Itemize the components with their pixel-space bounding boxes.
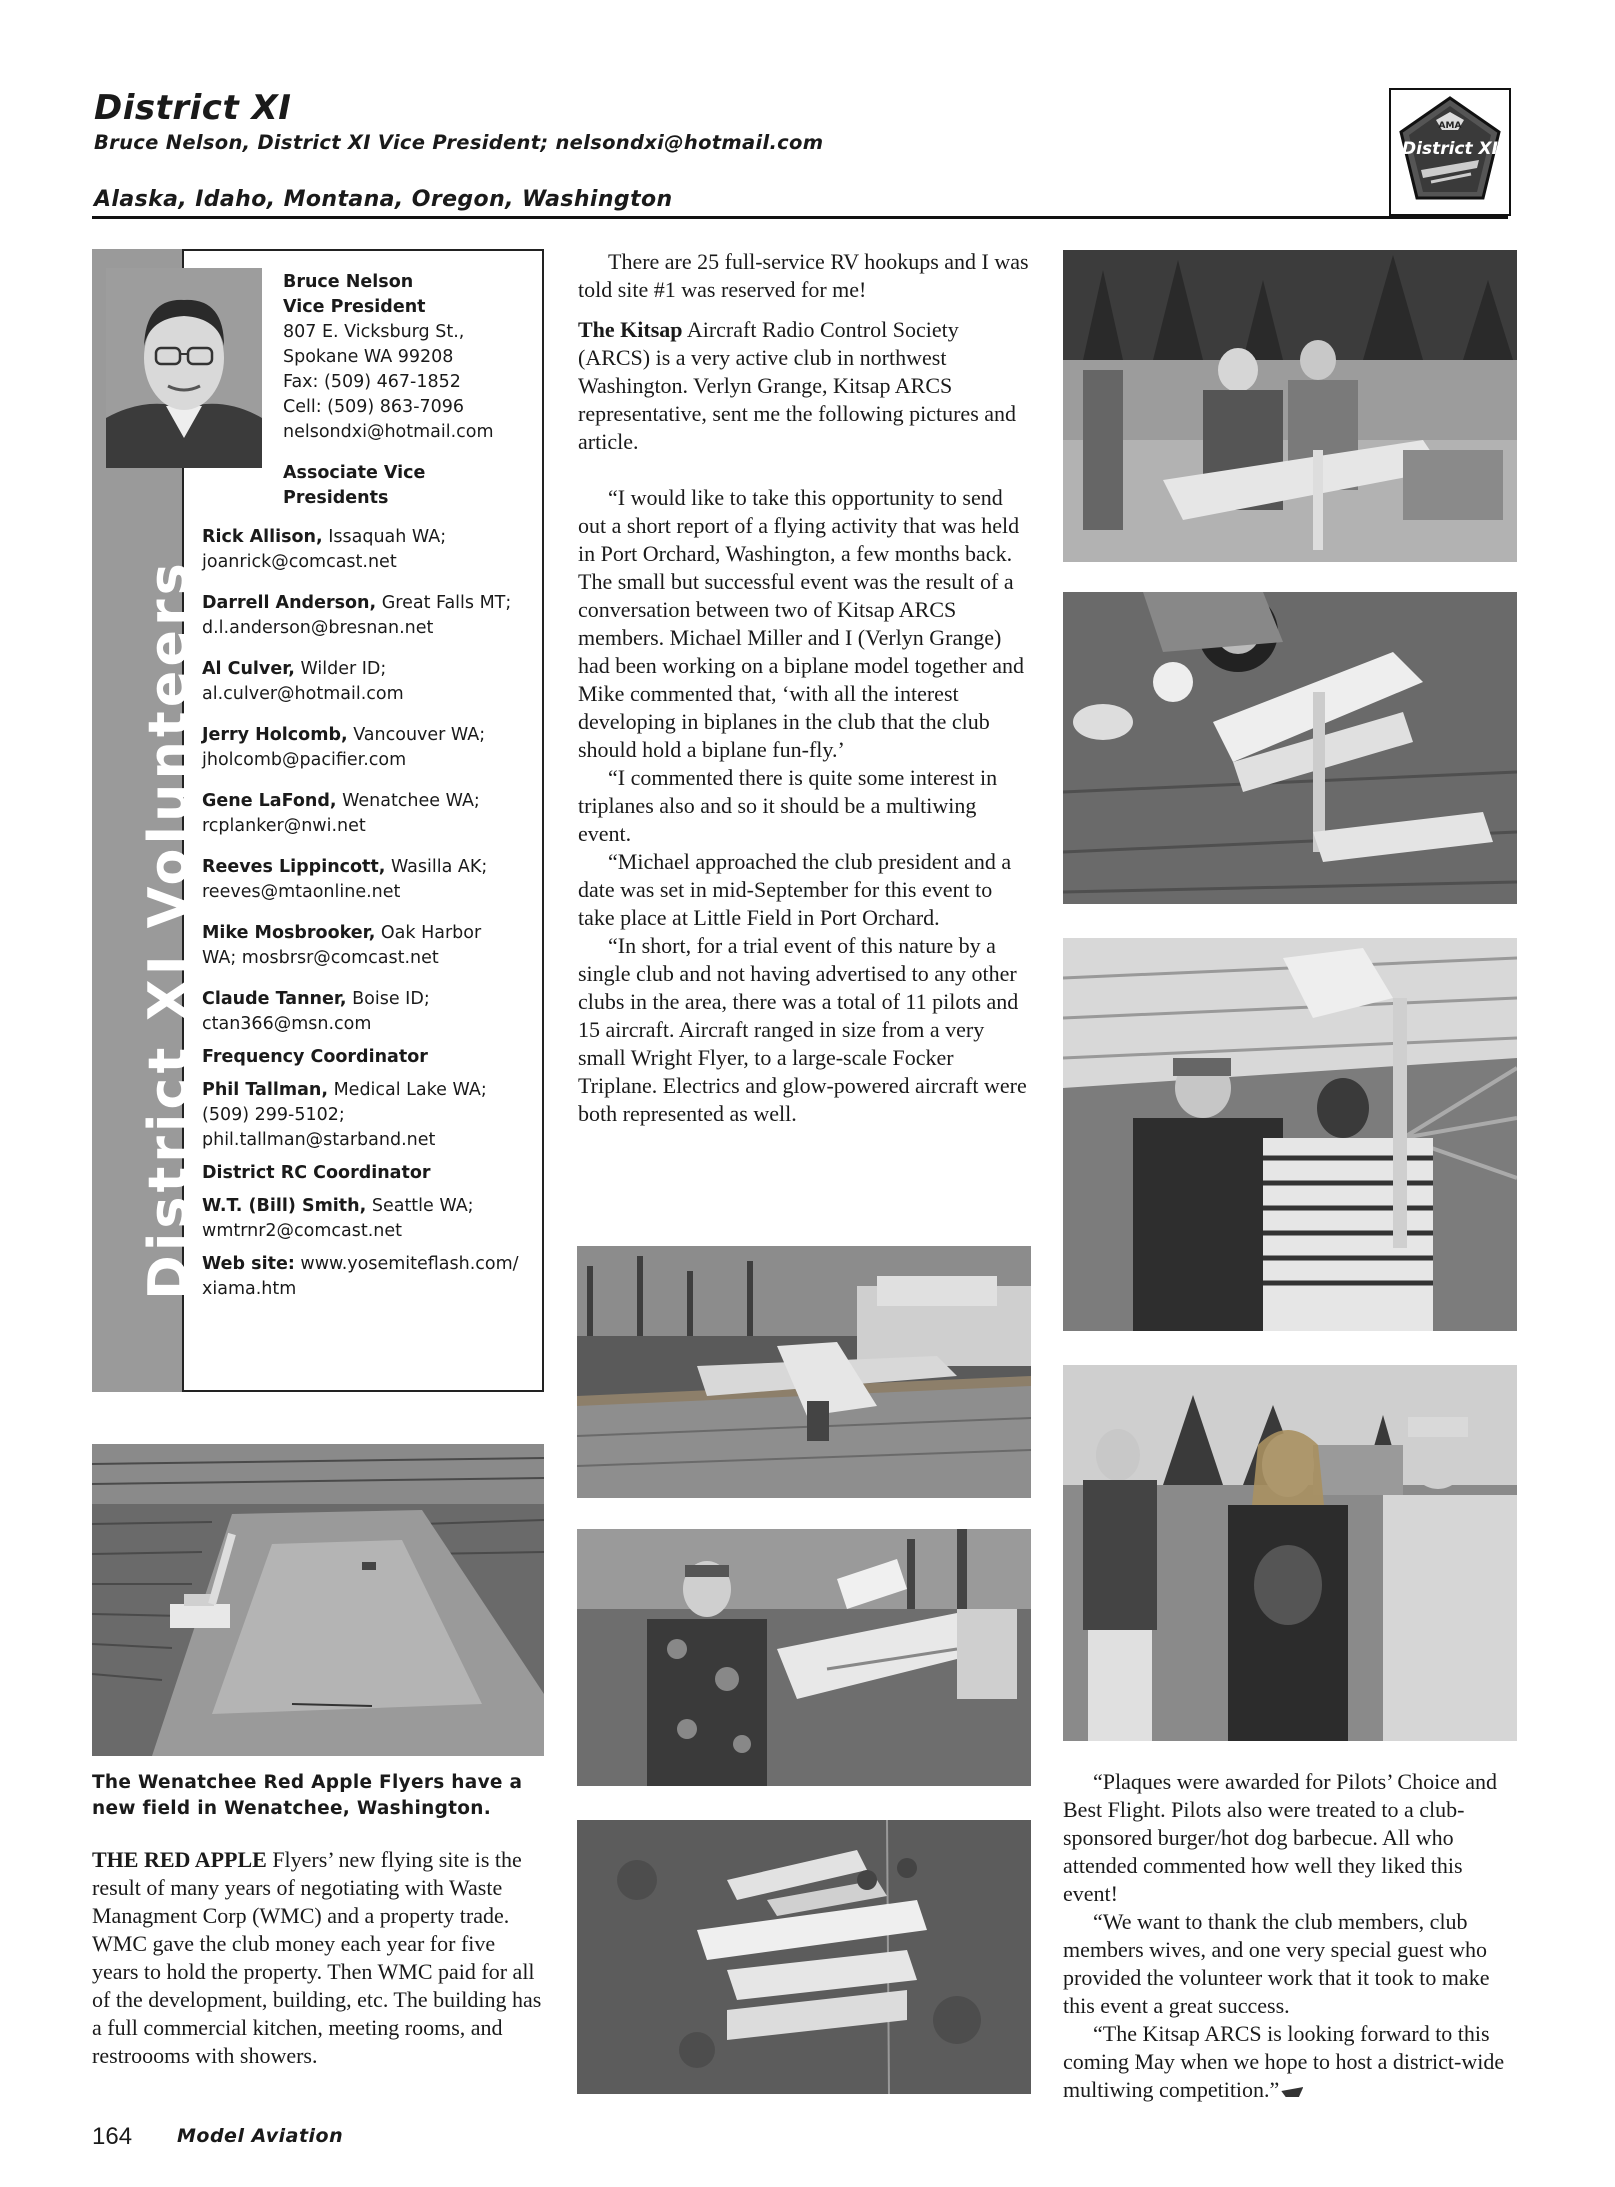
web-site-link[interactable]: www.yosemiteflash.com/ bbox=[294, 1254, 519, 1274]
header-divider bbox=[92, 216, 1508, 219]
kitsap-lead: The Kitsap bbox=[578, 317, 683, 342]
report-paragraph: “I would like to take this opportunity to send out a short report of a flying activity that was held in Port Orchard, Washington, a few months back. The small but successful event was the result of a conversation between two of Kitsap ARCS members. Michael Miller and I (Verlyn Grange) had been working on a biplane model together and Mike commented that, ‘with all the interest developing in biplanes in the club that the club should hold a biplane fun-fly.’ bbox=[578, 485, 1024, 762]
volunteer-email: reeves@mtaonline.net bbox=[202, 882, 401, 902]
district-logo bbox=[1389, 88, 1511, 216]
web-site-label: Web site: bbox=[202, 1254, 295, 1274]
red-apple-text: Flyers’ new flying site is the result of many years of negotiating with Waste Managment Corp (WMC) and a property trade. WMC gave the club money each year for five years to hold the property. Then WMC paid for all of the development, building, etc. The building has a full commercial kitchen, meeting rooms, and restroooms with showers. bbox=[92, 1847, 542, 2068]
district-states: Alaska, Idaho, Montana, Oregon, Washington bbox=[94, 187, 673, 212]
vice-president-contact bbox=[283, 270, 494, 511]
volunteer-location: Great Falls MT; bbox=[376, 593, 512, 613]
aerial-field-photo bbox=[92, 1444, 544, 1756]
vp-fax: Fax: (509) 467-1852 bbox=[283, 372, 461, 392]
sidebar-vertical-title: District XI Volunteers bbox=[137, 559, 200, 1300]
volunteer-email: wmtrnr2@comcast.net bbox=[202, 1221, 403, 1241]
volunteer-entry bbox=[202, 855, 537, 905]
volunteer-email: d.l.anderson@bresnan.net bbox=[202, 618, 434, 638]
page-number: 164 bbox=[92, 2123, 133, 2150]
volunteer-name: Jerry Holcomb, bbox=[202, 725, 348, 745]
volunteer-location: Boise ID; bbox=[346, 989, 430, 1009]
vp-title: Vice President bbox=[283, 297, 426, 317]
vp-email: nelsondxi@hotmail.com bbox=[283, 422, 494, 442]
volunteer-entry bbox=[202, 723, 537, 773]
volunteer-location: Seattle WA; bbox=[366, 1196, 474, 1216]
photo-caption: The Wenatchee Red Apple Flyers have a new field in Wenatchee, Washington. bbox=[92, 1772, 523, 1819]
volunteer-location: Vancouver WA; bbox=[347, 725, 486, 745]
end-mark-icon bbox=[1281, 2087, 1303, 2097]
logo-district-text: District XI bbox=[1402, 139, 1498, 159]
tent-gathering-photo bbox=[1063, 938, 1517, 1331]
volunteer-entry bbox=[202, 789, 537, 839]
volunteer-location: Issaquah WA; bbox=[322, 527, 447, 547]
rv-paragraph: There are 25 full-service RV hookups and I was told site #1 was reserved for me! bbox=[578, 249, 1029, 302]
volunteer-name: Gene LaFond, bbox=[202, 791, 337, 811]
future-text: “The Kitsap ARCS is looking forward to this coming May when we hope to host a district-wide multiwing competition.” bbox=[1063, 2021, 1505, 2102]
volunteer-location: Wenatchee WA; bbox=[336, 791, 480, 811]
rc-coordinator-entry bbox=[202, 1194, 537, 1244]
frequency-coordinator-entry bbox=[202, 1078, 537, 1153]
web-site-entry bbox=[202, 1252, 537, 1302]
vice-president-byline: Bruce Nelson, District XI Vice President; nelsondxi@hotmail.com bbox=[94, 131, 824, 154]
volunteer-email: joanrick@comcast.net bbox=[202, 552, 397, 572]
volunteer-email: phil.tallman@starband.net bbox=[202, 1130, 436, 1150]
volunteer-name: W.T. (Bill) Smith, bbox=[202, 1196, 367, 1216]
volunteer-location: Wilder ID; bbox=[294, 659, 387, 679]
pilot-with-biplane-photo bbox=[577, 1529, 1031, 1786]
volunteer-email: rcplanker@nwi.net bbox=[202, 816, 366, 836]
magazine-name: Model Aviation bbox=[177, 2125, 344, 2147]
red-apple-article bbox=[92, 1846, 544, 2070]
attendees-photo bbox=[1063, 1365, 1517, 1741]
turnout-paragraph: “In short, for a trial event of this nature by a single club and not having advertised to any other clubs in the area, there was a total of 11 pilots and 15 aircraft. Aircraft ranged in size from a very small Wright Flyer, to a large-scale Focker Triplane. Electrics and glow-powered aircraft were both represented as well. bbox=[578, 933, 1027, 1126]
vp-address-line1: 807 E. Vicksburg St., bbox=[283, 322, 465, 342]
associate-heading-line2: Presidents bbox=[283, 488, 389, 508]
frequency-coordinator-heading: Frequency Coordinator bbox=[202, 1047, 428, 1067]
volunteer-name: Claude Tanner, bbox=[202, 989, 347, 1009]
volunteer-name: Al Culver, bbox=[202, 659, 295, 679]
volunteer-name: Mike Mosbrooker, bbox=[202, 923, 376, 943]
biplane-closeup-photo bbox=[1063, 592, 1517, 904]
future-paragraph bbox=[1063, 2020, 1517, 2104]
date-paragraph: “Michael approached the club president and a date was set in mid-September for this event to take place at Little Field in Port Orchard. bbox=[578, 849, 1012, 930]
red-apple-paragraph bbox=[92, 1846, 544, 2070]
red-apple-lead: THE RED APPLE bbox=[92, 1847, 267, 1872]
section-title: District XI bbox=[94, 88, 292, 128]
volunteer-email: WA; mosbrsr@comcast.net bbox=[202, 948, 439, 968]
volunteer-name: Darrell Anderson, bbox=[202, 593, 377, 613]
volunteer-email: jholcomb@pacifier.com bbox=[202, 750, 407, 770]
pilots-flying-photo bbox=[1063, 250, 1517, 562]
kitsap-article-continued bbox=[1063, 1768, 1517, 2104]
volunteer-list bbox=[202, 525, 537, 1318]
volunteer-email: ctan366@msn.com bbox=[202, 1014, 372, 1034]
web-site-link-cont[interactable]: xiama.htm bbox=[202, 1279, 297, 1299]
volunteer-name: Phil Tallman, bbox=[202, 1080, 329, 1100]
vp-address-line2: Spokane WA 99208 bbox=[283, 347, 454, 367]
volunteer-entry bbox=[202, 657, 537, 707]
vice-president-portrait bbox=[106, 268, 262, 468]
volunteer-entry bbox=[202, 525, 537, 575]
volunteer-location: Oak Harbor bbox=[375, 923, 482, 943]
planes-on-bench-photo bbox=[577, 1246, 1031, 1498]
volunteer-phone: (509) 299-5102; bbox=[202, 1105, 345, 1125]
kitsap-article bbox=[578, 248, 1032, 1128]
volunteer-entry bbox=[202, 921, 537, 971]
vp-cell: Cell: (509) 863-7096 bbox=[283, 397, 465, 417]
volunteer-location: Wasilla AK; bbox=[385, 857, 488, 877]
thanks-paragraph: “We want to thank the club members, club members wives, and one very special guest who provided the volunteer work that it took to make this event a great success. bbox=[1063, 1909, 1490, 2018]
logo-ama-text: AMA bbox=[1438, 121, 1462, 131]
kitsap-intro-paragraph bbox=[578, 316, 1032, 456]
associate-heading-line1: Associate Vice bbox=[283, 463, 426, 483]
volunteer-name: Rick Allison, bbox=[202, 527, 323, 547]
rc-coordinator-heading: District RC Coordinator bbox=[202, 1163, 431, 1183]
triplane-paragraph: “I commented there is quite some interest in triplanes also and so it should be a multiwing event. bbox=[578, 765, 998, 846]
volunteer-entry bbox=[202, 591, 537, 641]
volunteer-name: Reeves Lippincott, bbox=[202, 857, 386, 877]
vp-name: Bruce Nelson bbox=[283, 272, 414, 292]
volunteer-entry bbox=[202, 987, 537, 1037]
awards-paragraph: “Plaques were awarded for Pilots’ Choice and Best Flight. Pilots also were treated to a club-sponsored burger/hot dog barbecue. All who attended commented how well they liked this event! bbox=[1063, 1769, 1498, 1906]
volunteer-email: al.culver@hotmail.com bbox=[202, 684, 404, 704]
kitsap-intro-text: Aircraft Radio Control Society (ARCS) is a very active club in northwest Washington. Verlyn Grange, Kitsap ARCS representative, sent me the following pictures and article. bbox=[578, 317, 1017, 454]
volunteer-location: Medical Lake WA; bbox=[328, 1080, 487, 1100]
triplanes-on-grass-photo bbox=[577, 1820, 1031, 2094]
